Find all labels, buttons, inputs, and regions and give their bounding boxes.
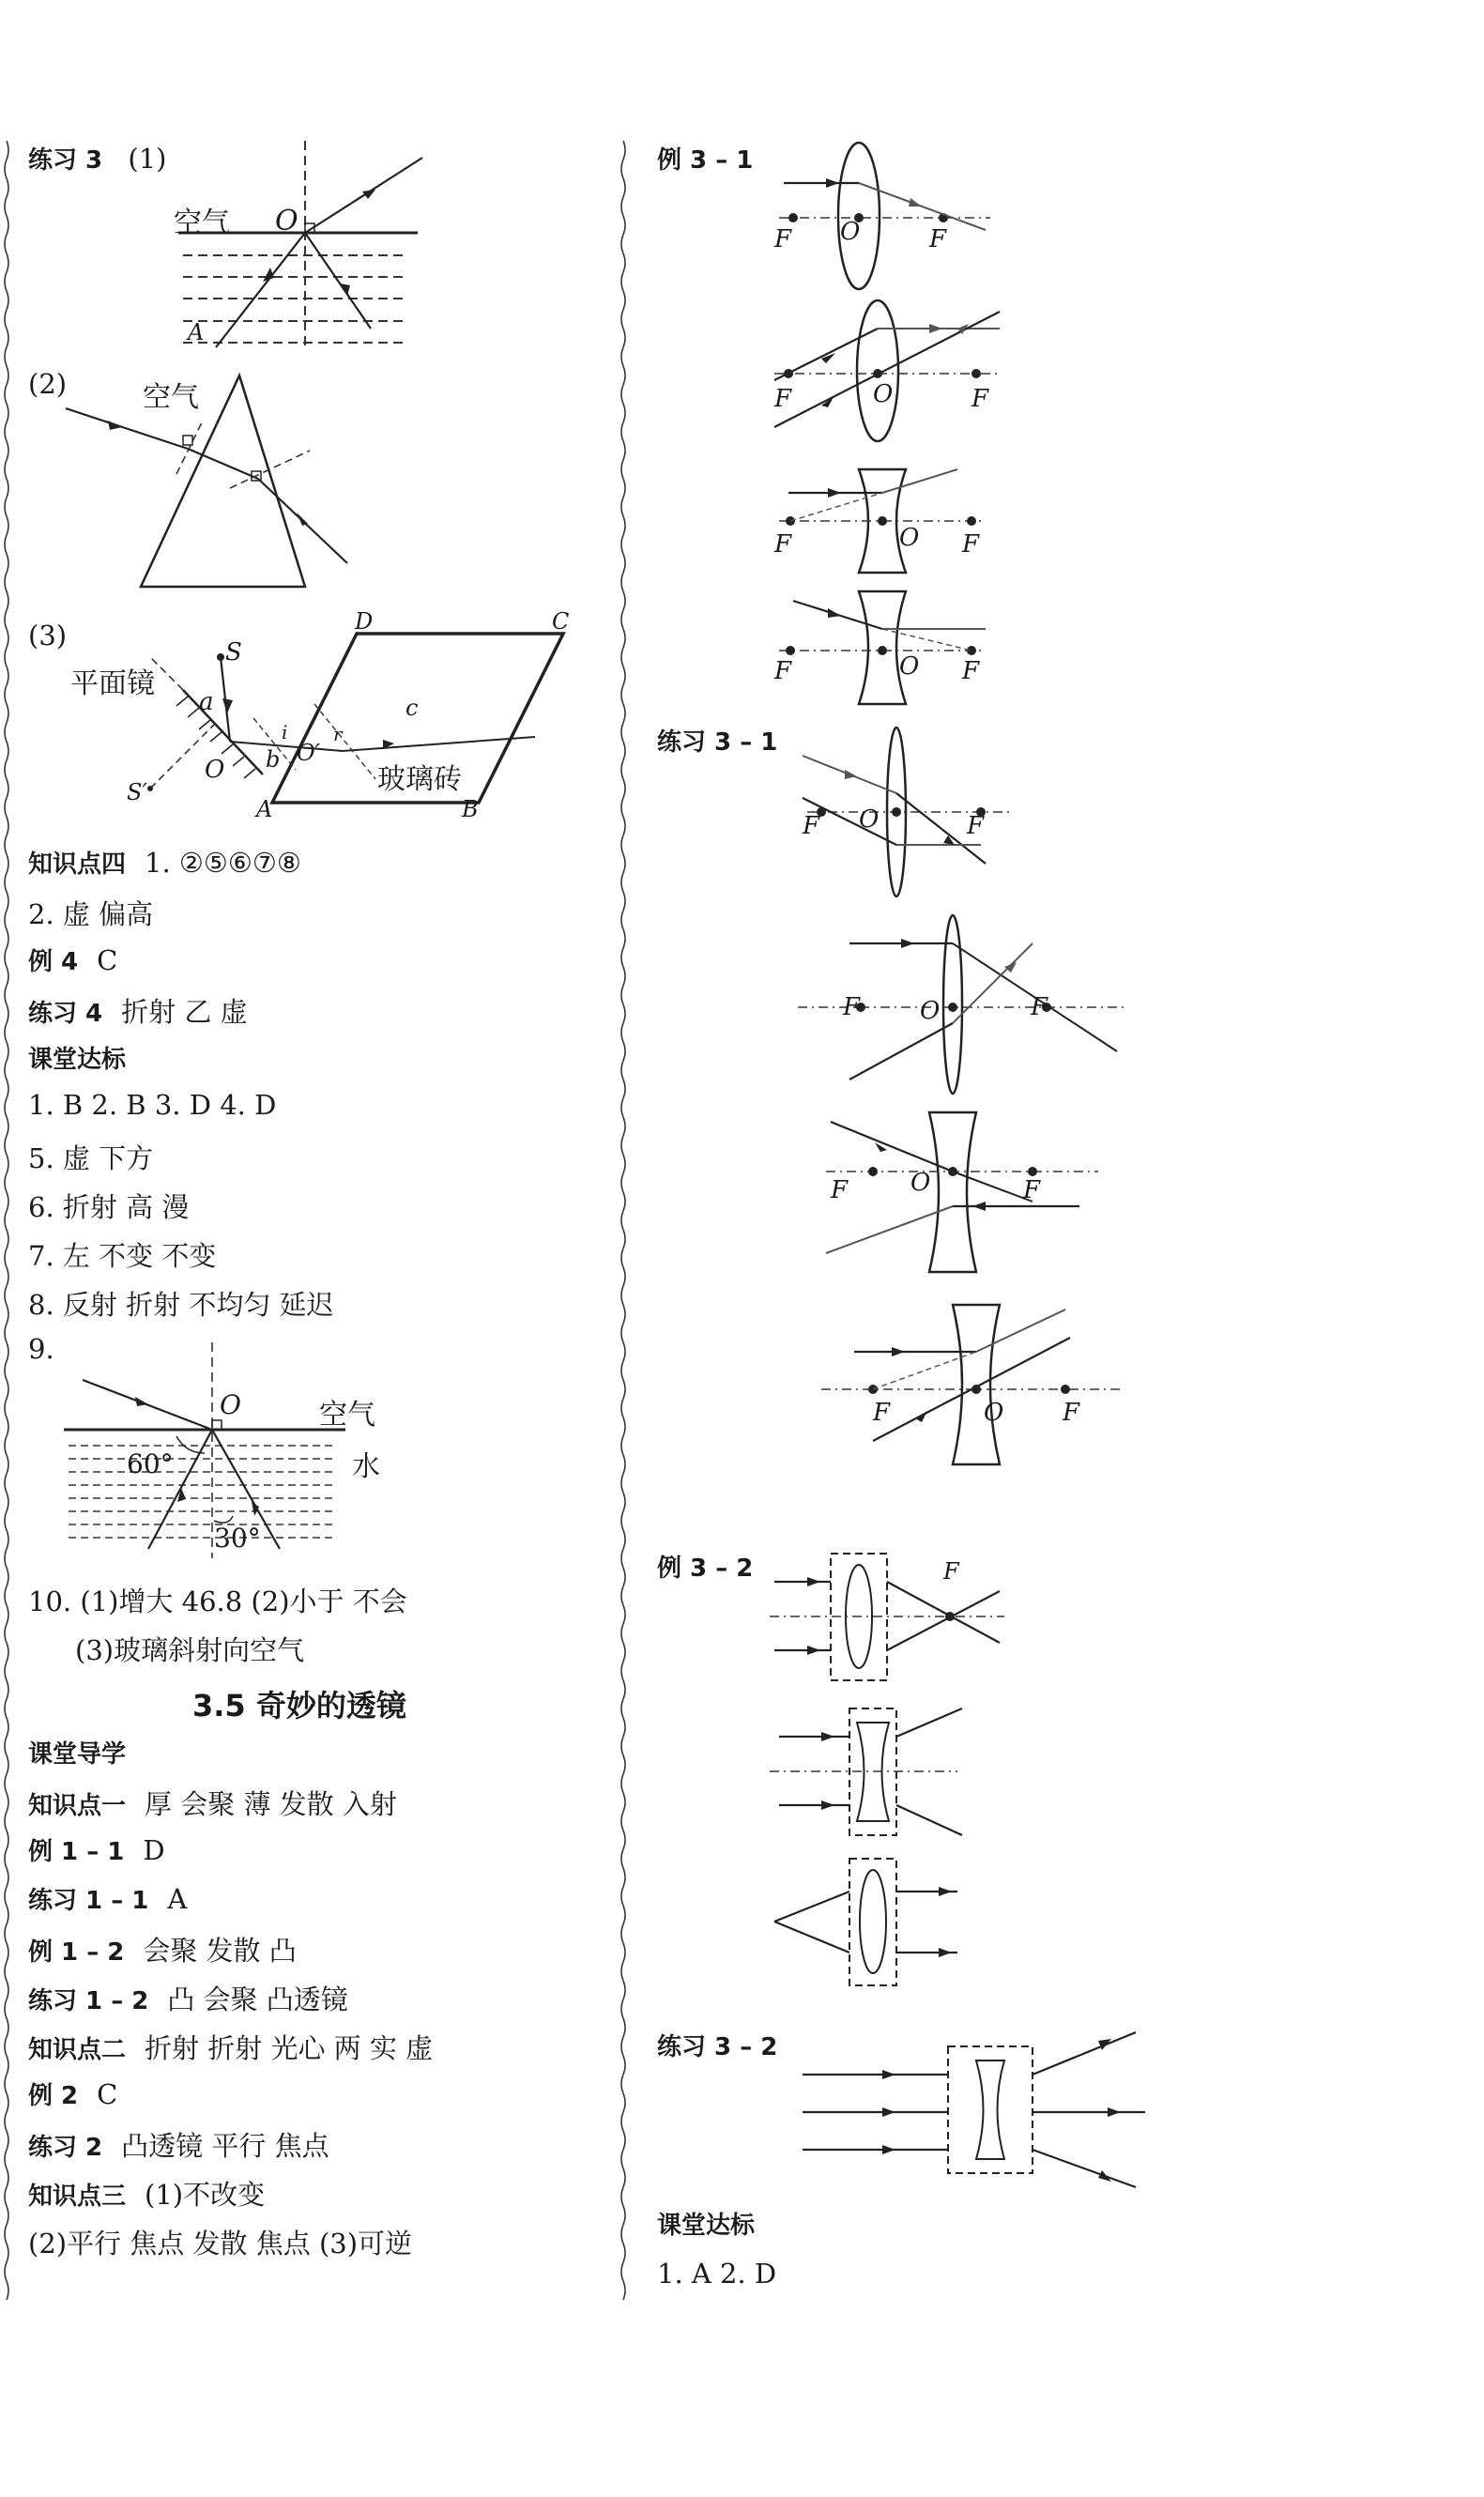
ray-c-label: c bbox=[405, 695, 419, 721]
example-4 bbox=[28, 942, 117, 977]
column-wavy-divider bbox=[618, 141, 629, 2300]
angle-30-label: 30° bbox=[214, 1523, 261, 1554]
practice-3-heading bbox=[28, 141, 166, 176]
focus-label: F bbox=[943, 1558, 959, 1585]
point-o-label-9: O bbox=[220, 1389, 241, 1420]
kp2-answer: 折射 折射 光心 两 实 虚 bbox=[145, 2032, 434, 2064]
class-goal-heading: 课堂达标 bbox=[28, 1046, 127, 1074]
convex-lens-diagram-2 bbox=[770, 300, 1014, 451]
knowledge-point-3 bbox=[28, 2174, 265, 2213]
kp1-label: 知识点一 bbox=[28, 1792, 127, 1820]
focus-label: F bbox=[774, 225, 792, 253]
kp2-label: 知识点二 bbox=[28, 2036, 127, 2064]
answer-8: 8. 反射 折射 不均匀 延迟 bbox=[28, 1289, 334, 1321]
ex11-label: 例 1 – 1 bbox=[28, 1838, 125, 1866]
practice-3-1-heading: 练习 3 – 1 bbox=[657, 728, 778, 757]
class-goal-answers-right: 1. A 2. D bbox=[657, 2258, 777, 2290]
pr2-label: 练习 2 bbox=[28, 2134, 103, 2162]
point-a-label: A bbox=[188, 319, 205, 345]
pr12-label: 练习 1 – 2 bbox=[28, 1987, 149, 2015]
left-wavy-border bbox=[2, 141, 11, 2300]
glass-brick-label: 玻璃砖 bbox=[377, 763, 462, 796]
mirror-glass-diagram bbox=[122, 629, 591, 826]
answer-1-4: 1. B 2. B 3. D 4. D bbox=[28, 1089, 277, 1121]
focus-label: F bbox=[962, 530, 980, 559]
focus-label: F bbox=[1031, 993, 1048, 1021]
kp3-answer-2: (2)平行 焦点 发散 焦点 (3)可逆 bbox=[28, 2228, 413, 2260]
focus-label: F bbox=[774, 385, 792, 413]
optical-center-label: O bbox=[899, 524, 920, 552]
example-1-1 bbox=[28, 1832, 165, 1867]
ex2-label: 例 2 bbox=[28, 2082, 79, 2110]
vertex-a-label: A bbox=[256, 796, 273, 822]
concave-lens-diagram-3 bbox=[770, 465, 995, 577]
concave-lens-diagram-4 bbox=[770, 587, 995, 709]
subpart-3-number: (3) bbox=[28, 620, 68, 651]
prism-refraction-diagram bbox=[66, 375, 366, 591]
focus-label: F bbox=[962, 657, 980, 685]
ex2-answer: C bbox=[97, 2078, 118, 2110]
focus-label: F bbox=[1063, 1399, 1080, 1427]
answer-6: 6. 折射 高 漫 bbox=[28, 1191, 190, 1223]
focus-label: F bbox=[774, 530, 792, 559]
subpart-number: (1) bbox=[128, 143, 167, 175]
optical-center-label: O bbox=[840, 218, 861, 246]
answer-7: 7. 左 不变 不变 bbox=[28, 1240, 217, 1272]
practice-4 bbox=[28, 991, 248, 1030]
air-label: 空气 bbox=[174, 207, 230, 239]
answer-5: 5. 虚 下方 bbox=[28, 1142, 154, 1174]
point-o-label: O bbox=[275, 205, 298, 237]
focus-label: F bbox=[873, 1399, 891, 1427]
pr4-answer: 折射 乙 虚 bbox=[121, 996, 248, 1028]
angle-r-label: r bbox=[333, 723, 343, 745]
practice-3-2-heading: 练习 3 – 2 bbox=[657, 2033, 778, 2061]
kp4-answer-2: 2. 虚 偏高 bbox=[28, 898, 154, 930]
air-label-9: 空气 bbox=[319, 1399, 375, 1432]
optical-center-label: O bbox=[910, 1169, 931, 1197]
focus-label: F bbox=[1023, 1176, 1041, 1204]
practice-convex-lens-1 bbox=[793, 723, 1018, 901]
pr2-answer: 凸透镜 平行 焦点 bbox=[121, 2130, 329, 2162]
example-3-1-heading: 例 3 – 1 bbox=[657, 146, 754, 175]
kp3-answer-1: (1)不改变 bbox=[145, 2179, 266, 2211]
practice-1-1 bbox=[28, 1881, 187, 1916]
angle-i-label: i bbox=[282, 721, 288, 743]
optical-center-label: O bbox=[984, 1399, 1004, 1427]
black-box-convex-3 bbox=[770, 1854, 1014, 1995]
air-label-2: 空气 bbox=[143, 381, 199, 414]
focus-label: F bbox=[831, 1176, 849, 1204]
subpart-2-number: (2) bbox=[28, 368, 68, 400]
vertex-d-label: D bbox=[355, 608, 374, 635]
optical-center-label: O bbox=[859, 805, 880, 834]
optical-center-label: O bbox=[920, 997, 941, 1025]
ex11-answer: D bbox=[143, 1834, 165, 1866]
answer-9-number: 9. bbox=[28, 1333, 54, 1365]
class-guide-heading: 课堂导学 bbox=[28, 1740, 127, 1769]
example-3-2-heading: 例 3 – 2 bbox=[657, 1555, 754, 1583]
answer-10-part-2: (3)玻璃斜射向空气 bbox=[75, 1634, 305, 1666]
pr11-label: 练习 1 – 1 bbox=[28, 1887, 149, 1915]
practice-1-2 bbox=[28, 1979, 348, 2017]
pr12-answer: 凸 会聚 凸透镜 bbox=[167, 1984, 348, 2015]
pr11-answer: A bbox=[167, 1883, 188, 1915]
example-1-2 bbox=[28, 1930, 297, 1968]
black-box-concave-2 bbox=[770, 1704, 1014, 1845]
ray-a-label: a bbox=[199, 688, 214, 716]
focus-label: F bbox=[774, 657, 792, 685]
point-o-prime-label: O′ bbox=[297, 740, 321, 766]
section-title: 3.5 奇妙的透镜 bbox=[192, 1688, 406, 1723]
angle-60-label: 60° bbox=[127, 1448, 174, 1479]
knowledge-point-4 bbox=[28, 845, 301, 880]
point-s-label: S bbox=[225, 638, 242, 666]
water-label: 水 bbox=[352, 1450, 380, 1483]
optical-center-label: O bbox=[899, 652, 920, 681]
focus-label: F bbox=[929, 225, 947, 253]
point-s-prime-label: S′ bbox=[127, 779, 147, 805]
ex4-answer: C bbox=[97, 944, 118, 976]
example-2 bbox=[28, 2076, 117, 2111]
ex12-label: 例 1 – 2 bbox=[28, 1938, 125, 1967]
vertex-c-label: C bbox=[552, 608, 570, 635]
ex12-answer: 会聚 发散 凸 bbox=[143, 1935, 297, 1967]
pr4-label: 练习 4 bbox=[28, 1000, 103, 1028]
plane-mirror-label: 平面镜 bbox=[70, 667, 155, 700]
practice-label: 练习 3 bbox=[28, 146, 103, 175]
kp1-answer: 厚 会聚 薄 发散 入射 bbox=[145, 1788, 397, 1820]
kp3-label: 知识点三 bbox=[28, 2183, 127, 2211]
ex4-label: 例 4 bbox=[28, 948, 79, 976]
answer-10-part-1: 10. (1)增大 46.8 (2)小于 不会 bbox=[28, 1586, 407, 1617]
optical-center-label: O bbox=[873, 380, 894, 408]
kp4-answer-1: 1. ②⑤⑥⑦⑧ bbox=[145, 847, 301, 879]
black-box-convex-1 bbox=[770, 1549, 1014, 1690]
class-goal-heading-right: 课堂达标 bbox=[657, 2212, 756, 2240]
kp4-label: 知识点四 bbox=[28, 850, 127, 879]
refraction-diagram-1 bbox=[169, 141, 451, 357]
focus-label: F bbox=[803, 812, 820, 840]
focus-label: F bbox=[967, 812, 985, 840]
practice-concave-box bbox=[798, 2028, 1155, 2187]
practice-2 bbox=[28, 2125, 329, 2164]
convex-lens-diagram-1 bbox=[770, 141, 1014, 291]
vertex-b-label: B bbox=[462, 796, 479, 822]
practice-concave-lens-4 bbox=[817, 1300, 1126, 1469]
focus-label: F bbox=[843, 993, 861, 1021]
ray-b-label: b bbox=[266, 746, 281, 773]
knowledge-point-1 bbox=[28, 1784, 397, 1822]
practice-concave-lens-3 bbox=[817, 1108, 1117, 1277]
point-o-label-3: O bbox=[205, 756, 225, 784]
focus-label: F bbox=[971, 385, 989, 413]
knowledge-point-2 bbox=[28, 2028, 433, 2066]
